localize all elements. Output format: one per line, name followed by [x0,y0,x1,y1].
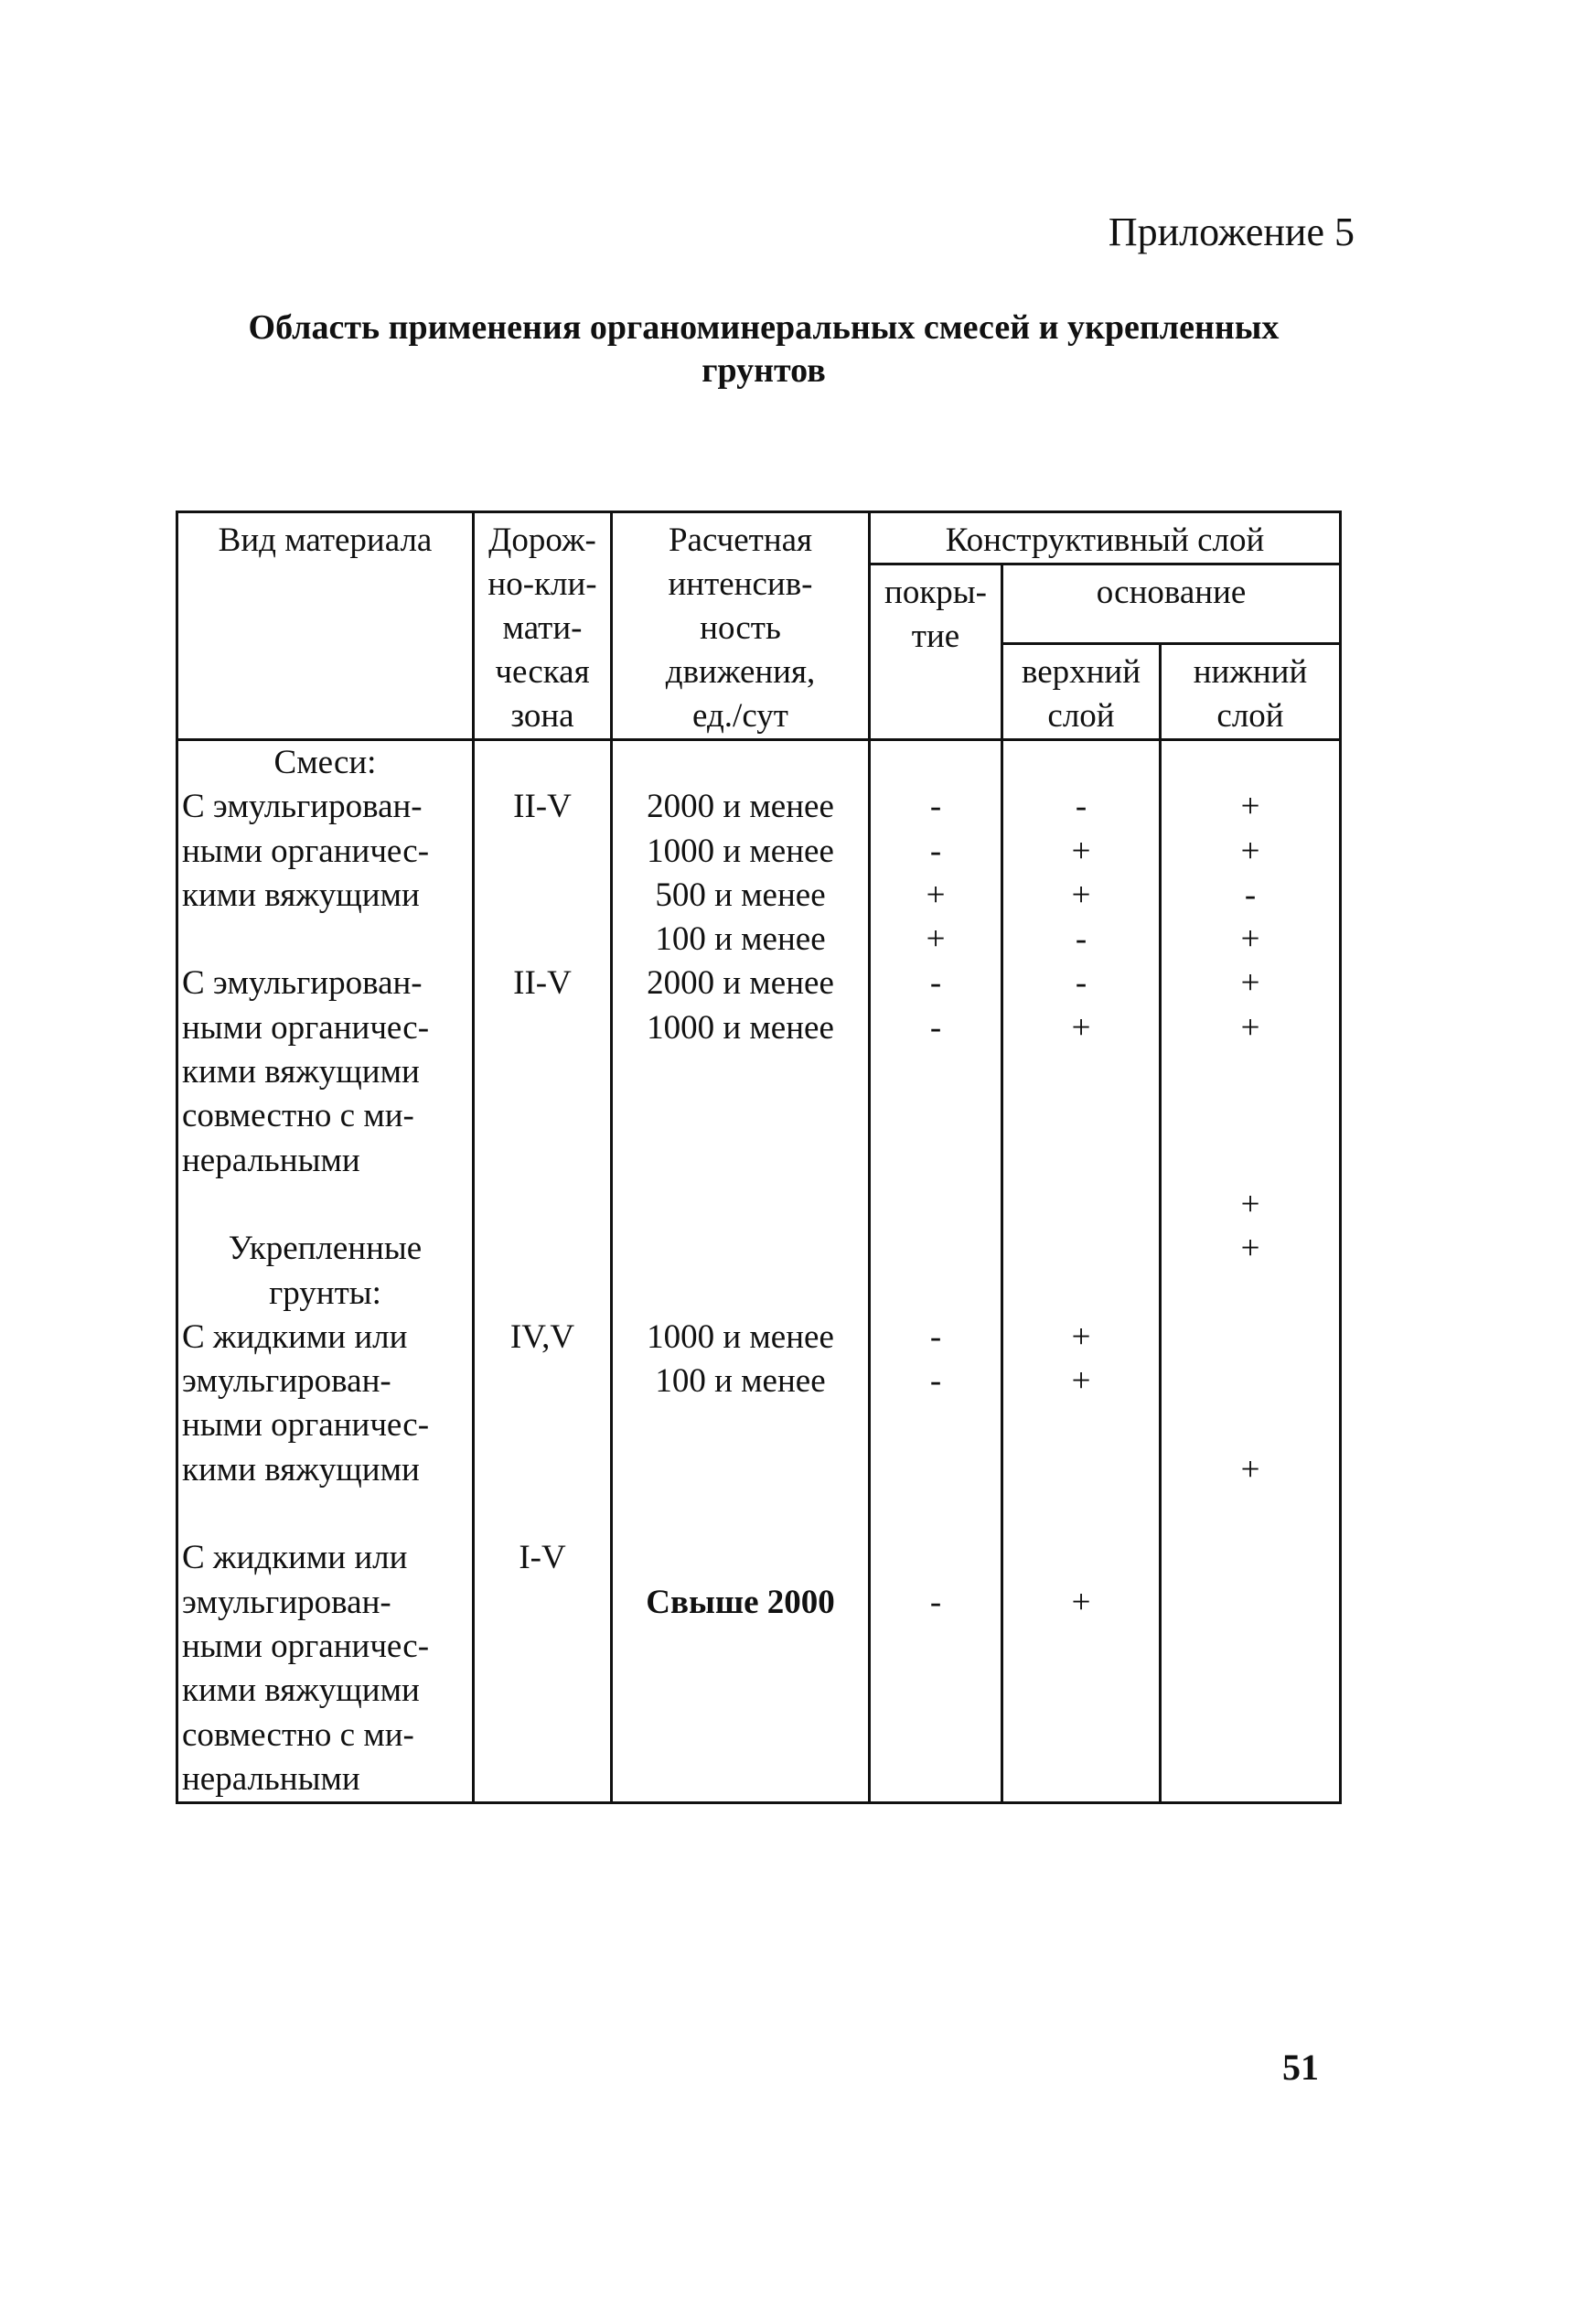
intensity-line: 1000 и менее [647,1008,834,1047]
intensity-line: 1000 и менее [647,832,834,870]
lower-layer-line [1162,1316,1339,1360]
intensity-line [613,1183,868,1227]
zone-line [475,741,610,785]
lower-layer-line: + [1240,1230,1260,1268]
upper-layer-line [1003,1272,1159,1316]
material-line: совместно с ми- [182,1715,414,1754]
material-line: эмульгирован- [182,1583,391,1621]
lower-layer-line [1162,1360,1339,1403]
material-line: грунты: [269,1274,381,1312]
material-line: кими вяжущими [182,1671,420,1710]
lower-layer-line: + [1240,964,1260,1003]
coating-line: - [929,832,942,870]
intensity-line: 100 и менее [655,1362,826,1401]
intensity-line [613,1536,868,1580]
zone-line [475,830,610,874]
title-line-1: Область применения органоминеральных смесей и укрепленных [248,308,1280,347]
intensity-line [613,1050,868,1094]
lower-layer-line: + [1240,1185,1260,1223]
lower-layer-line [1162,1536,1339,1580]
lower-layer-column [1161,740,1341,1803]
upper-layer-line [1003,1050,1159,1094]
zone-line [475,1669,610,1713]
coating-line: + [926,876,946,914]
upper-layer-line: + [1071,832,1091,870]
coating-line [871,1492,1001,1536]
zone-line: IV,V [509,1317,575,1356]
upper-layer-line [1003,1183,1159,1227]
coating-line: - [929,1317,942,1356]
material-line: Укрепленные [228,1230,423,1268]
zone-line [475,1757,610,1801]
zone-line [475,874,610,918]
coating-line [871,1625,1001,1669]
lower-layer-line [1162,1757,1339,1801]
coating-line: - [929,964,942,1003]
coating-line [871,741,1001,785]
zone-line: II-V [513,788,572,826]
upper-layer-line: + [1071,1362,1091,1401]
material-line: ными органичес- [182,1627,430,1665]
intensity-line [613,1403,868,1447]
header-zone: Дорож- но-кли- мати- ческая зона [474,512,612,740]
coating-column [870,740,1002,1803]
coating-line [871,1094,1001,1138]
intensity-line: 100 и менее [655,920,826,959]
upper-layer-line: - [1075,964,1087,1003]
intensity-line: 2000 и менее [647,788,834,826]
material-line: С жидкими или [182,1317,408,1356]
material-line: кими вяжущими [182,876,420,914]
header-layer: Конструктивный слой [870,512,1341,564]
lower-layer-line: + [1240,920,1260,959]
intensity-line [613,1139,868,1183]
material-line: кими вяжущими [182,1450,420,1489]
upper-layer-line [1003,1227,1159,1271]
coating-line: - [929,1362,942,1401]
coating-line [871,1227,1001,1271]
upper-layer-line: + [1071,1583,1091,1621]
material-line [178,918,472,962]
coating-line [871,1714,1001,1757]
zone-line [475,1492,610,1536]
upper-layer-line [1003,741,1159,785]
lower-layer-line: + [1240,788,1260,826]
header-lower-layer: нижний слой [1161,644,1341,740]
upper-layer-line: + [1071,876,1091,914]
lower-layer-line [1162,1094,1339,1138]
intensity-line: 500 и менее [655,876,826,914]
coating-line [871,1139,1001,1183]
material-line: ными органичес- [182,1008,430,1047]
coating-line: - [929,788,942,826]
upper-layer-line: + [1071,1317,1091,1356]
coating-line [871,1050,1001,1094]
zone-line [475,1625,610,1669]
coating-line [871,1403,1001,1447]
zone-line: I-V [519,1539,566,1577]
zone-line [475,1272,610,1316]
intensity-line [613,1448,868,1492]
upper-layer-line [1003,1492,1159,1536]
zone-line [475,1050,610,1094]
coating-line [871,1536,1001,1580]
material-line: неральными [182,1759,360,1798]
table-body-row [177,740,1341,1803]
material-line: С жидкими или [182,1539,408,1577]
page-number: 51 [1282,2047,1319,2088]
material-line [178,1492,472,1536]
upper-layer-line [1003,1448,1159,1492]
upper-layer-line: + [1071,1008,1091,1047]
material-line: Смеси: [273,744,377,781]
coating-line [871,1757,1001,1801]
upper-layer-column [1002,740,1161,1803]
lower-layer-line [1162,1050,1339,1094]
upper-layer-line [1003,1714,1159,1757]
upper-layer-line [1003,1536,1159,1580]
intensity-line [613,1669,868,1713]
material-column [177,740,474,1803]
lower-layer-line [1162,1139,1339,1183]
intensity-line [613,1714,868,1757]
header-intensity: Расчетная интенсив- ность движения, ед./сут [612,512,870,740]
upper-layer-line: - [1075,788,1087,826]
intensity-line: 1000 и менее [647,1317,834,1356]
lower-layer-line [1162,1714,1339,1757]
zone-line [475,1227,610,1271]
lower-layer-line: - [1244,876,1257,914]
coating-line [871,1183,1001,1227]
lower-layer-line: + [1240,1450,1260,1489]
lower-layer-line [1162,1625,1339,1669]
material-line: неральными [182,1141,360,1179]
lower-layer-line [1162,741,1339,785]
intensity-line: 2000 и менее [647,964,834,1003]
upper-layer-line: - [1075,920,1087,959]
intensity-line [613,1272,868,1316]
material-line [178,1183,472,1227]
upper-layer-line [1003,1757,1159,1801]
zone-column [474,740,612,1803]
intensity-line [613,741,868,785]
zone-line [475,1183,610,1227]
zone-line [475,1581,610,1625]
lower-layer-line [1162,1272,1339,1316]
material-line: С эмульгирован- [182,964,423,1003]
zone-line [475,1714,610,1757]
lower-layer-line [1162,1669,1339,1713]
lower-layer-line [1162,1581,1339,1625]
zone-line [475,1139,610,1183]
lower-layer-line [1162,1492,1339,1536]
lower-layer-line: + [1240,832,1260,870]
header-material: Вид материала [177,512,474,740]
coating-line: + [926,920,946,959]
material-line: ными органичес- [182,1406,430,1445]
upper-layer-line [1003,1403,1159,1447]
appendix-label: Приложение 5 [1108,210,1355,254]
upper-layer-line [1003,1139,1159,1183]
upper-layer-line [1003,1625,1159,1669]
zone-line [475,918,610,962]
zone-line: II-V [513,964,572,1003]
lower-layer-line: + [1240,1008,1260,1047]
intensity-line [613,1625,868,1669]
coating-line [871,1448,1001,1492]
zone-line [475,1006,610,1050]
intensity-line [613,1492,868,1536]
coating-line: - [929,1008,942,1047]
intensity-line: Свыше 2000 [646,1583,835,1621]
upper-layer-line [1003,1094,1159,1138]
document-title [174,306,1354,392]
zone-line [475,1360,610,1403]
zone-line [475,1403,610,1447]
header-base: основание [1002,564,1341,644]
application-table [176,511,1342,1804]
material-line: ными органичес- [182,832,430,870]
intensity-column [612,740,870,1803]
material-line: кими вяжущими [182,1053,420,1091]
intensity-line [613,1227,868,1271]
lower-layer-line [1162,1403,1339,1447]
coating-line [871,1669,1001,1713]
zone-line [475,1094,610,1138]
header-coating: покры- тие [870,564,1002,740]
header-upper-layer: верхний слой [1002,644,1161,740]
material-line: С эмульгирован- [182,788,423,826]
coating-line: - [929,1583,942,1621]
zone-line [475,1448,610,1492]
material-line: совместно с ми- [182,1097,414,1135]
upper-layer-line [1003,1669,1159,1713]
title-line-2: грунтов [702,351,826,390]
intensity-line [613,1757,868,1801]
material-line: эмульгирован- [182,1362,391,1401]
intensity-line [613,1094,868,1138]
coating-line [871,1272,1001,1316]
